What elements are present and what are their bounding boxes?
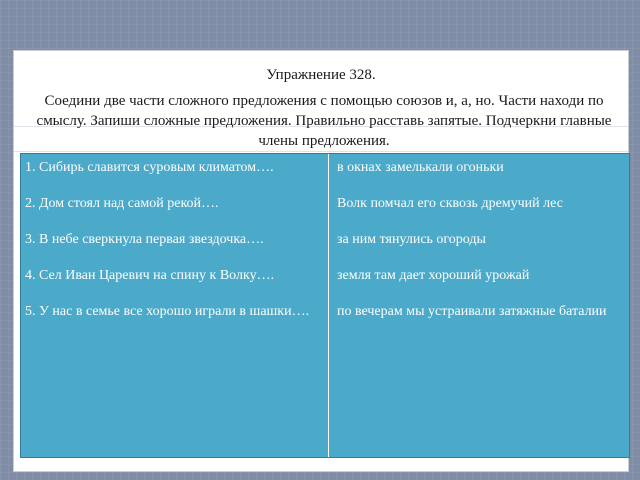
- left-item-4: 4. Сел Иван Царевич на спину к Волку….: [25, 268, 275, 283]
- exercise-title: Упражнение 328.: [266, 67, 376, 83]
- left-item-3: 3. В небе сверкнула первая звездочка….: [25, 232, 264, 247]
- right-item-3: за ним тянулись огороды: [337, 232, 486, 247]
- left-column: [21, 154, 329, 457]
- slide-rule: [14, 151, 628, 152]
- right-item-4: земля там дает хороший урожай: [337, 268, 530, 283]
- instruction-text: Соедини две части сложного предложения с помощью союзов и, а, но. Части находи по смыслу. Запиши сложные предложения. Правильно расставь запятые. Подчеркни главные члены предложения.: [36, 93, 612, 149]
- matching-table: [20, 153, 630, 458]
- left-item-5: 5. У нас в семье все хорошо играли в шашки….: [25, 304, 310, 319]
- left-item-1: 1. Сибирь славится суровым климатом….: [25, 160, 274, 175]
- right-item-5: по вечерам мы устраивали затяжные баталии: [337, 304, 607, 319]
- right-item-1: в окнах замелькали огоньки: [337, 160, 504, 175]
- right-column: [329, 154, 629, 457]
- right-item-2: Волк помчал его сквозь дремучий лес: [337, 196, 563, 211]
- left-item-2: 2. Дом стоял над самой рекой….: [25, 196, 219, 211]
